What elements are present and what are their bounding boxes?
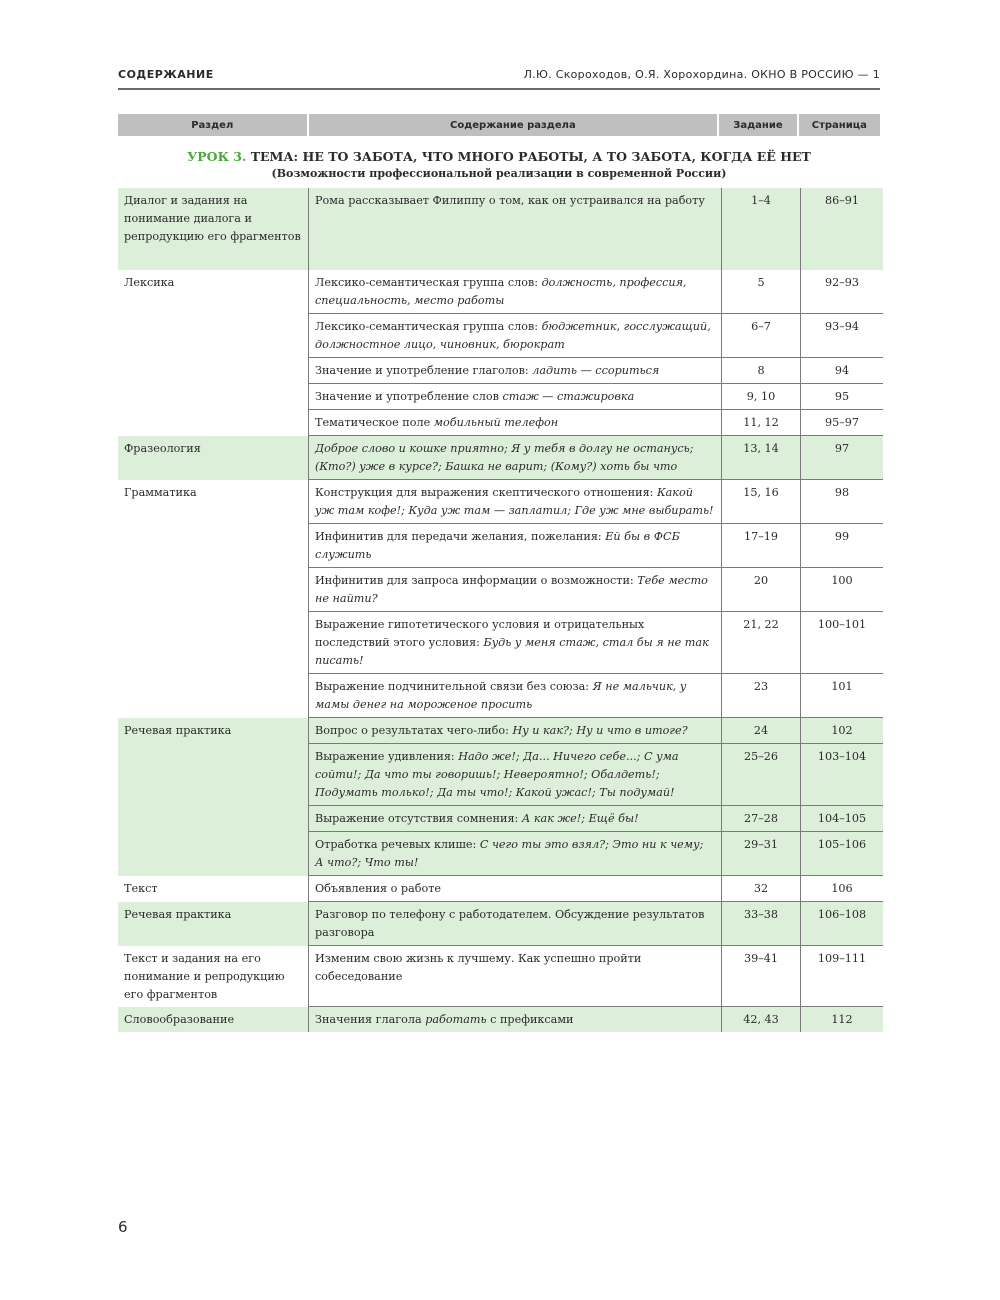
section-cell: Лексика (124, 276, 175, 289)
page-cell: 105–106 (801, 832, 884, 876)
header-section: СОДЕРЖАНИЕ (118, 68, 214, 81)
table-row (118, 718, 883, 744)
content-cell: Доброе слово и кошке приятно; Я у тебя в долгу не останусь; (Кто?) уже в курсе?; Башка не варит; (Кому?) хоть бы что (309, 436, 722, 480)
content-cell: Лексико-семантическая группа слов: должность, профессия, специальность, место работы (309, 270, 722, 314)
page-cell: 100 (801, 568, 884, 612)
section-cell: Диалог и задания на понимание диалога и репродукцию его фрагментов (118, 188, 309, 270)
content-cell: Значения глагола работать с префиксами (309, 1007, 722, 1033)
page-cell: 104–105 (801, 806, 884, 832)
page-number: 6 (118, 1218, 128, 1236)
table-row (118, 902, 883, 946)
table-row (118, 1007, 883, 1033)
task-cell: 8 (722, 358, 801, 384)
task-cell: 27–28 (722, 806, 801, 832)
page-cell: 112 (801, 1007, 884, 1033)
col-content: Содержание раздела (309, 114, 720, 136)
task-cell: 29–31 (722, 832, 801, 876)
section-cell: Словообразование (118, 1007, 309, 1033)
col-section: Раздел (118, 114, 309, 136)
lesson-title: ТЕМА: НЕ ТО ЗАБОТА, ЧТО МНОГО РАБОТЫ, А ТО ЗАБОТА, КОГДА ЕЁ НЕТ (246, 149, 811, 164)
page-cell: 95–97 (801, 410, 884, 436)
table-row (118, 436, 883, 480)
table-row (118, 480, 883, 524)
content-cell: Изменим свою жизнь к лучшему. Как успешно пройти собеседование (309, 946, 722, 1007)
task-cell: 39–41 (722, 946, 801, 1007)
task-cell: 5 (722, 270, 801, 314)
section-cell: Речевая практика (118, 718, 309, 876)
content-cell: Выражение подчинительной связи без союза: Я не мальчик, у мамы денег на мороженое просить (309, 674, 722, 718)
task-cell: 17–19 (722, 524, 801, 568)
page-cell: 106–108 (801, 902, 884, 946)
page-cell: 102 (801, 718, 884, 744)
page-cell: 99 (801, 524, 884, 568)
task-cell: 1–4 (722, 188, 801, 270)
page-cell: 97 (801, 436, 884, 480)
task-cell: 20 (722, 568, 801, 612)
page-cell: 100–101 (801, 612, 884, 674)
col-page: Страница (811, 119, 867, 131)
content-cell: Выражение отсутствия сомнения: А как же!; Ещё бы! (309, 806, 722, 832)
header-book-title: Л.Ю. Скороходов, О.Я. Хорохордина. ОКНО В РОССИЮ — 1 (523, 68, 880, 81)
task-cell: 42, 43 (722, 1007, 801, 1033)
table-row (118, 946, 883, 1007)
page-cell: 109–111 (801, 946, 884, 1007)
page-cell: 94 (801, 358, 884, 384)
page-cell: 103–104 (801, 744, 884, 806)
task-cell: 13, 14 (722, 436, 801, 480)
lesson-subtitle: (Возможности профессиональной реализации в современной России) (271, 167, 727, 180)
task-cell: 11, 12 (722, 410, 801, 436)
page-cell: 92–93 (801, 270, 884, 314)
contents-table (118, 188, 883, 1032)
task-cell: 24 (722, 718, 801, 744)
content-cell: Рома рассказывает Филиппу о том, как он устраивался на работу (309, 188, 722, 270)
page-cell: 93–94 (801, 314, 884, 358)
content-cell: Конструкция для выражения скептического отношения: Какой уж там кофе!; Куда уж там — заплатил; Где уж мне выбирать! (309, 480, 722, 524)
page-cell: 106 (801, 876, 884, 902)
lesson-number: УРОК 3. (187, 149, 247, 164)
content-cell: Лексико-семантическая группа слов: бюджетник, госслужащий, должностное лицо, чиновник, бюрократ (309, 314, 722, 358)
running-header (118, 66, 880, 90)
content-cell: Вопрос о результатах чего-либо: Ну и как?; Ну и что в итоге? (309, 718, 722, 744)
section-cell: Фразеология (118, 436, 309, 480)
table-row (118, 188, 883, 270)
task-cell: 32 (722, 876, 801, 902)
content-cell: Объявления о работе (309, 876, 722, 902)
col-task: Задание (719, 114, 798, 136)
task-cell: 25–26 (722, 744, 801, 806)
lesson-heading (118, 148, 880, 182)
section-cell: Текст и задания на его понимание и репродукцию его фрагментов (124, 951, 285, 1001)
task-cell: 23 (722, 674, 801, 718)
page-cell: 95 (801, 384, 884, 410)
page-cell: 86–91 (801, 188, 884, 270)
section-cell: Текст (124, 881, 158, 895)
task-cell: 21, 22 (722, 612, 801, 674)
content-cell: Значение и употребление слов стаж — стажировка (309, 384, 722, 410)
task-cell: 15, 16 (722, 480, 801, 524)
content-cell: Тематическое поле мобильный телефон (309, 410, 722, 436)
section-cell: Речевая практика (118, 902, 309, 946)
section-cell: Грамматика (124, 485, 197, 499)
content-cell: Отработка речевых клише: С чего ты это взял?; Это ни к чему; А что?; Что ты! (309, 832, 722, 876)
task-cell: 9, 10 (722, 384, 801, 410)
table-row (118, 270, 883, 314)
content-cell: Разговор по телефону с работодателем. Обсуждение результатов разговора (309, 902, 722, 946)
task-cell: 33–38 (722, 902, 801, 946)
page-cell: 98 (801, 480, 884, 524)
content-cell: Выражение гипотетического условия и отрицательных последствий этого условия: Будь у меня стаж, стал бы я не так писать! (309, 612, 722, 674)
task-cell: 6–7 (722, 314, 801, 358)
content-cell: Значение и употребление глаголов: ладить — ссориться (309, 358, 722, 384)
content-cell: Инфинитив для запроса информации о возможности: Тебе место не найти? (309, 568, 722, 612)
content-cell: Инфинитив для передачи желания, пожелания: Ей бы в ФСБ служить (309, 524, 722, 568)
table-column-headers (118, 114, 880, 136)
page-cell: 101 (801, 674, 884, 718)
table-row (118, 876, 883, 902)
content-cell: Выражение удивления: Надо же!; Да... Ничего себе...; С ума сойти!; Да что ты говоришь!; Невероятно!; Обалдеть!; Подумать только!; Да ты что!; Какой ужас!; Ты подумай! (309, 744, 722, 806)
